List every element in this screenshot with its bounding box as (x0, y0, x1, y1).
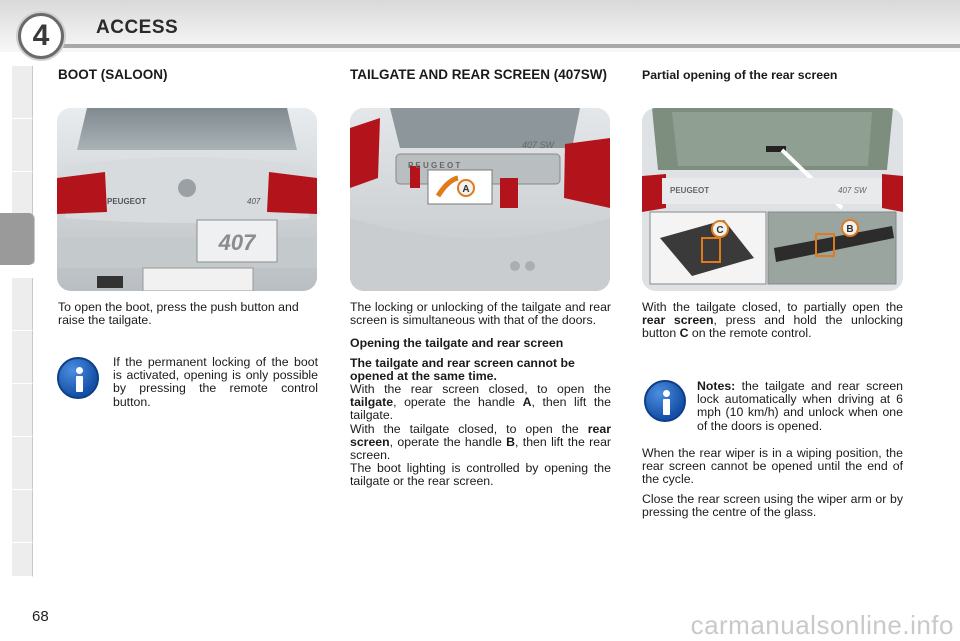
side-tab[interactable] (12, 437, 33, 490)
side-tab[interactable] (12, 543, 33, 577)
side-tab-active[interactable] (0, 213, 35, 266)
subheading-opening-tailgate: Opening the tailgate and rear screen (350, 336, 564, 351)
tailgate-step-2: With the tailgate closed, to open the rear screen, operate the handle B, then lift the rear screen. (350, 421, 612, 463)
tailgate-407sw-photo (350, 108, 610, 291)
boot-badge-model-text: 407 (247, 197, 261, 206)
watermark: carmanualsonline.info (690, 610, 954, 640)
section-heading-boot-saloon: BOOT (SALOON) (58, 67, 168, 82)
chapter-title: ACCESS (96, 17, 179, 38)
side-tab[interactable] (12, 490, 33, 543)
boot-instruction-text: To open the boot, press the push button and raise the tailgate. (58, 300, 299, 328)
tailgate-intro-text: The locking or unlocking of the tailgate and rear screen is simultaneous with that of the doors. (350, 300, 611, 328)
side-tab[interactable] (12, 278, 33, 331)
warning-text: The tailgate and rear screen cannot be opened at the same time. (350, 355, 575, 383)
boot-note-text: If the permanent locking of the boot is activated, opening is only possible by pressing the remote control button. (113, 355, 318, 409)
rear-logo-text: PEUGEOT (670, 186, 710, 195)
tailgate-model-text: 407 SW (522, 140, 555, 150)
tailgate-step-1: With the rear screen closed, to open the tailgate, operate the handle A, then lift the tailgate. (350, 382, 611, 423)
label-b: B (846, 224, 854, 235)
page-number: 68 (32, 608, 49, 625)
side-tab[interactable] (12, 66, 33, 119)
rear-screen-remote-photo (642, 108, 903, 291)
chapter-side-tabs (12, 66, 32, 576)
wiper-position-text: When the rear wiper is in a wiping position, the rear screen cannot be opened until the end of the cycle. (642, 446, 903, 487)
boot-saloon-photo (57, 108, 317, 291)
notes-text: Notes: the tailgate and rear screen lock automatically when driving at 6 mph (10 km/h) and unlock when one of the doors is opened. (697, 379, 903, 433)
tailgate-logo-text: P E U G E O T (408, 161, 461, 170)
side-tab[interactable] (12, 331, 33, 384)
side-tab[interactable] (12, 119, 33, 172)
close-rear-screen-text: Close the rear screen using the wiper arm or by pressing the centre of the glass. (642, 491, 903, 519)
header-rule (60, 44, 960, 48)
boot-lighting-text: The boot lighting is controlled by opening the tailgate or the rear screen. (350, 461, 611, 489)
section-heading-partial-opening: Partial opening of the rear screen (642, 68, 838, 82)
boot-badge-logo-text: PEUGEOT (107, 197, 147, 206)
407-badge-zoom-text: 407 (218, 230, 256, 255)
side-tab[interactable] (12, 384, 33, 437)
label-c: C (716, 225, 724, 236)
section-heading-tailgate-rear-screen: TAILGATE AND REAR SCREEN (407SW) (350, 67, 608, 82)
info-icon (644, 380, 686, 422)
info-icon (57, 357, 99, 399)
peugeot-lion-icon (178, 179, 196, 197)
label-a: A (462, 184, 470, 195)
rear-model-text: 407 SW (838, 186, 867, 195)
chapter-number: 4 (18, 13, 64, 59)
partial-opening-text: With the tailgate closed, to partially open the rear screen, press and hold the unlocking button C on the remote control. (642, 300, 903, 341)
